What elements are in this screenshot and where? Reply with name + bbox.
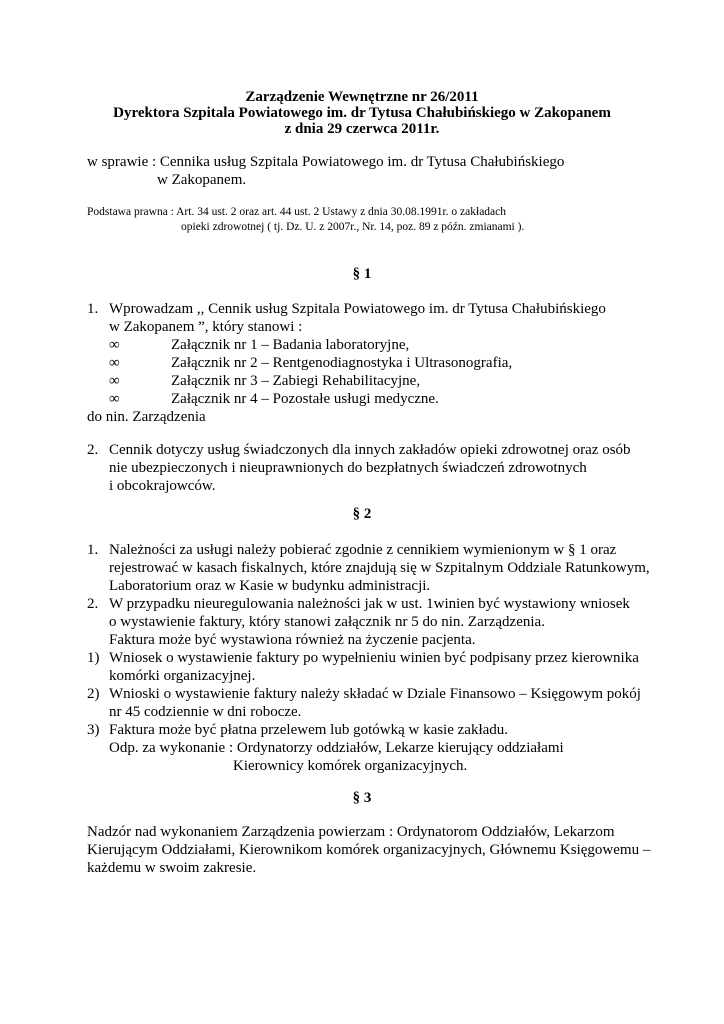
s1-p2-line-1: Cennik dotyczy usług świadczonych dla innych zakładów opieki zdrowotnej oraz osób <box>109 442 631 458</box>
s2-item-2-line-3: Faktura może być wystawiona również na życzenie pacjenta. <box>109 632 476 648</box>
title-line-1: Zarządzenie Wewnętrzne nr 26/2011 <box>245 89 479 105</box>
legal-basis-line-2: opieki zdrowotnej ( tj. Dz. U. z 2007r., Nr. 14, poz. 89 z późn. zmianami ). <box>181 221 525 233</box>
attachment-item-3: Załącznik nr 3 – Zabiegi Rehabilitacyjne, <box>171 373 421 389</box>
attachment-item-2: Załącznik nr 2 – Rentgenodiagnostyka i Ultrasonografia, <box>171 355 513 371</box>
s2-item-4-line-2: nr 45 codziennie w dni robocze. <box>109 704 302 720</box>
s2-item-1-line-2: rejestrować w kasach fiskalnych, które znajdują się w Szpitalnym Oddziale Ratunkowym, <box>109 560 650 576</box>
s3-line-1: Nadzór nad wykonaniem Zarządzenia powierzam : Ordynatorom Oddziałów, Lekarzom <box>87 824 615 840</box>
s1-p2-number: 2. <box>87 442 99 458</box>
s1-p2-line-2: nie ubezpieczonych i nieuprawnionych do bezpłatnych świadczeń zdrowotnych <box>109 460 587 476</box>
s2-item-4-line-1: Wnioski o wystawienie faktury należy składać w Dziale Finansowo – Księgowym pokój <box>109 686 641 702</box>
title-line-2: Dyrektora Szpitala Powiatowego im. dr Tytusa Chałubińskiego w Zakopanem <box>113 105 611 121</box>
s2-item-5-number: 3) <box>87 722 100 738</box>
attachment-item-1: Załącznik nr 1 – Badania laboratoryjne, <box>171 337 410 353</box>
s2-item-2-line-1: W przypadku nieuregulowania należności jak w ust. 1winien być wystawiony wniosek <box>109 596 630 612</box>
s2-item-3-line-1: Wniosek o wystawienie faktury po wypełnieniu winien być podpisany przez kierownika <box>109 650 639 666</box>
section-3-heading: § 3 <box>352 790 372 806</box>
attachment-bullet: ∞ <box>109 337 120 353</box>
s2-item-4-number: 2) <box>87 686 100 702</box>
subject-line-2: w Zakopanem. <box>157 172 247 188</box>
section-2-heading: § 2 <box>352 506 372 522</box>
s3-line-2: Kierującym Oddziałami, Kierownikom komórek organizacyjnych, Głównemu Księgowemu – <box>87 842 651 858</box>
s2-item-5-line-2: Odp. za wykonanie : Ordynatorzy oddziałów, Lekarze kierujący oddziałami <box>109 740 564 756</box>
s1-p1-number: 1. <box>87 301 99 317</box>
s2-item-2-number: 2. <box>87 596 99 612</box>
section-1-heading: § 1 <box>352 266 372 282</box>
s1-p1-line-1: Wprowadzam ,, Cennik usług Szpitala Powiatowego im. dr Tytusa Chałubińskiego <box>109 301 606 317</box>
s1-p1-end: do nin. Zarządzenia <box>87 409 206 425</box>
responsible-continuation: Kierownicy komórek organizacyjnych. <box>233 758 468 774</box>
attachment-bullet: ∞ <box>109 391 120 407</box>
s3-line-3: każdemu w swoim zakresie. <box>87 860 257 876</box>
s1-p2-line-3: i obcokrajowców. <box>109 478 216 494</box>
attachment-bullet: ∞ <box>109 373 120 389</box>
s2-item-5-line-1: Faktura może być płatna przelewem lub gotówką w kasie zakładu. <box>109 722 509 738</box>
attachment-item-4: Załącznik nr 4 – Pozostałe usługi medyczne. <box>171 391 439 407</box>
s2-item-2-line-2: o wystawienie faktury, który stanowi załącznik nr 5 do nin. Zarządzenia. <box>109 614 545 630</box>
subject-line-1: w sprawie : Cennika usług Szpitala Powiatowego im. dr Tytusa Chałubińskiego <box>87 154 565 170</box>
legal-basis-line-1: Podstawa prawna : Art. 34 ust. 2 oraz art. 44 ust. 2 Ustawy z dnia 30.08.1991r. o zakładach <box>87 206 507 218</box>
s2-item-1-line-3: Laboratorium oraz w Kasie w budynku administracji. <box>109 578 431 594</box>
attachment-bullet: ∞ <box>109 355 120 371</box>
title-line-3: z dnia 29 czerwca 2011r. <box>284 121 440 137</box>
s2-item-3-line-2: komórki organizacyjnej. <box>109 668 256 684</box>
s2-item-1-number: 1. <box>87 542 99 558</box>
s1-p1-line-2: w Zakopanem ”, który stanowi : <box>109 319 303 335</box>
s2-item-3-number: 1) <box>87 650 100 666</box>
s2-item-1-line-1: Należności za usługi należy pobierać zgodnie z cennikiem wymienionym w § 1 oraz <box>109 542 617 558</box>
